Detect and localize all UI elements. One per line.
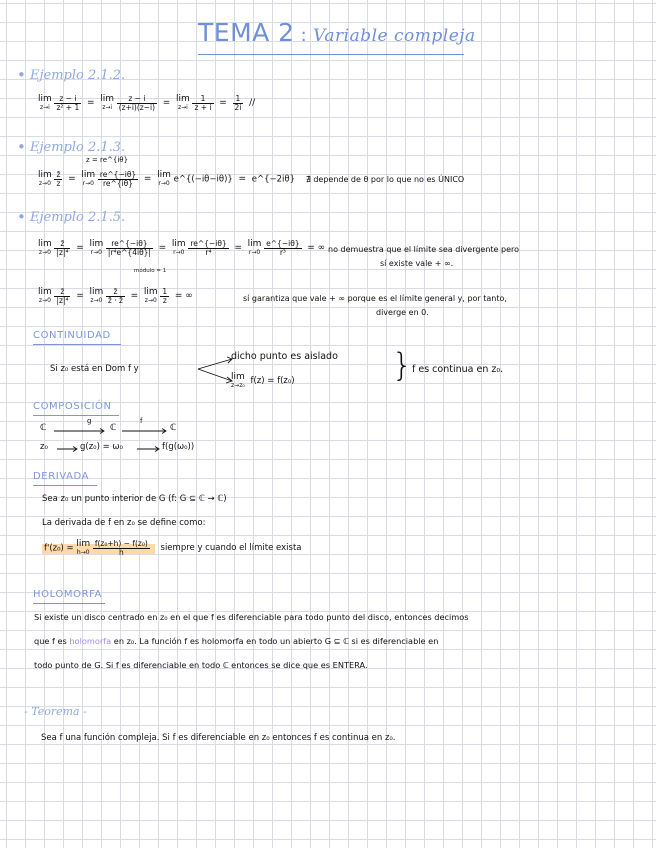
composition-arrows-icon: [54, 428, 174, 434]
example-formula: [38, 95, 258, 112]
composition-element-3: f(g(ω₀)): [162, 442, 195, 452]
title-underline: [198, 54, 464, 55]
title-separator: :: [300, 25, 308, 46]
example-formula: [38, 288, 196, 305]
modulus-note: módulo = 1: [134, 268, 167, 274]
equals-sign: =: [76, 291, 84, 302]
fraction: $\frac{1}{z}$: [162, 287, 168, 305]
example-note: no demuestra que el límite sea divergente pero: [328, 245, 520, 254]
example-formula: [38, 240, 328, 257]
holomorfa-line-1: Si existe un disco centrado en z₀ en el que f es diferenciable para todo punto del disco, entonces decimos: [34, 612, 469, 622]
derivada-line-2: La derivada de f en z₀ se define como:: [42, 518, 206, 528]
lim-operator: lim r→0: [81, 170, 96, 188]
lim-operator: lim z→0: [38, 170, 52, 188]
example-label: Ejemplo 2.1.2.: [30, 68, 126, 83]
example-note: diverge en 0.: [376, 308, 429, 317]
composition-element-1: z₀: [40, 442, 48, 452]
title-main: TEMA 2: [198, 18, 295, 47]
lim-operator: lim z→i: [38, 94, 52, 112]
equals-sign: =: [219, 98, 227, 109]
section-heading-derivada: DERIVADA: [33, 471, 90, 482]
lim-operator: lim z→0: [38, 239, 52, 257]
derivada-condition: siempre y cuando el límite exista: [160, 543, 302, 554]
derivada-line-1: Sea z₀ un punto interior de G (f: G ⊆ ℂ → ℂ): [42, 494, 227, 504]
theorem-statement: Sea f una función compleja. Si f es diferenciable en z₀ entonces f es continua en z₀.: [41, 733, 396, 743]
fraction: $\frac{re\^{}\{-i\theta\}}{\text{r⁴}}$: [190, 239, 227, 257]
lim-operator: lim z→0: [143, 287, 158, 305]
equals-sign: =: [86, 98, 95, 109]
section-underline: [33, 415, 119, 416]
equals-sign: = ∞: [307, 243, 326, 254]
equals-sign: =: [238, 174, 247, 185]
fraction: $\frac{1}{z + i}$: [194, 94, 212, 112]
holomorfa-line-3: todo punto de G. Si f es diferenciable en todo ℂ entonces se dice que es ENTERA.: [34, 660, 368, 670]
fraction: $\frac{z̄}{\text{|z|⁴}}$: [56, 287, 69, 305]
fraction: $\frac{z̄}{z}$: [56, 170, 61, 188]
title-subtitle: Variable compleja: [313, 26, 476, 46]
lim-operator: lim z→0: [38, 287, 52, 305]
lim-operator: lim z→0: [89, 287, 104, 305]
fraction: $\frac{re\^{}\{-i\theta\}}{\text{|r⁴e\textasciicircum{}\{4iθ\}|}}$: [107, 239, 151, 257]
equals-sign: =: [76, 243, 84, 254]
lim-operator: lim r→0: [89, 239, 104, 257]
composition-set-3: ℂ: [170, 423, 177, 433]
continuidad-branch-2: [231, 373, 295, 389]
bullet-icon: •: [17, 138, 26, 156]
composition-map-g: g: [87, 417, 92, 425]
expression: f(z) = f(z₀): [250, 376, 295, 386]
example-note: sí garantiza que vale + ∞ porque es el límite general y, por tanto,: [243, 294, 507, 303]
lim-operator: lim r→0: [171, 239, 186, 257]
expression: e^{−2iθ}: [251, 174, 296, 185]
continuidad-lead: Si z₀ está en Dom f y: [50, 364, 139, 374]
lim-operator: lim r→0: [247, 239, 262, 257]
bullet-icon: •: [17, 208, 26, 226]
section-underline: [33, 344, 121, 345]
composition-map-f: f: [140, 417, 143, 425]
derivative-formula: [42, 540, 302, 557]
lim-operator: lim h→0: [76, 539, 91, 557]
continuidad-conclusion: f es continua en z₀.: [412, 364, 504, 375]
composition-set-2: ℂ: [110, 423, 117, 433]
composition-set-1: ℂ: [40, 423, 47, 433]
equals-sign: =: [158, 243, 167, 254]
equals-sign: =: [234, 243, 242, 254]
holomorfa-line-2: que f es holomorfa en z₀. La función f es holomorfa en todo un abierto G ⊆ ℂ si es diferenciable en: [34, 636, 439, 646]
end-mark: //: [249, 98, 256, 109]
example-note: ∄ depende de θ por lo que no es ÚNICO: [305, 174, 465, 184]
equals-sign: =: [162, 98, 171, 109]
fraction: $\frac{z̄}{\text{|z|⁴}}$: [56, 239, 69, 257]
example-formula: [38, 171, 464, 188]
section-underline: [33, 485, 97, 486]
fraction: $\frac{re\^{}\{-i\theta\}}{re\^{}\{i\theta\}}$: [99, 170, 137, 188]
equals-sign: = ∞: [174, 291, 193, 302]
example-label: Ejemplo 2.1.5.: [30, 210, 126, 225]
fraction: $\frac{z̄}{z̄ \cdot z̄}$: [107, 287, 123, 305]
brace: }: [392, 346, 413, 384]
substitution-note: z = re^{iθ}: [86, 156, 129, 164]
highlighted-formula: f'(z₀) = lim h→0 $\frac{\text{f(z₀+h) − f(z₀)}}{h}$: [42, 544, 155, 554]
bullet-icon: •: [17, 66, 26, 84]
fraction: $\frac{e\^{}\{-i\theta\}}{\text{r³}}$: [266, 239, 300, 257]
example-label: Ejemplo 2.1.3.: [30, 140, 126, 155]
lim-operator: lim r→0: [157, 170, 171, 188]
section-heading-composicion: COMPOSICIÓN: [33, 401, 112, 412]
example-note: sí existe vale + ∞.: [380, 259, 454, 268]
expression: e^{(−iθ−iθ)}: [173, 174, 233, 185]
theorem-heading: - Teorema -: [24, 705, 87, 718]
page-title: [198, 18, 476, 47]
section-heading-holomorfa: HOLOMORFA: [33, 589, 102, 600]
lim-operator: lim z→z₀: [231, 372, 245, 389]
equals-sign: =: [130, 291, 139, 302]
equals-sign: =: [68, 174, 76, 185]
fraction: $\frac{1}{2i}$: [234, 94, 242, 112]
continuidad-branch-1: dicho punto es aislado: [231, 351, 338, 362]
lim-operator: lim z→i: [175, 94, 190, 112]
fraction: $\frac{z - i}{\text{z² + 1}}$: [56, 94, 80, 112]
fraction: $\frac{z - i}{(z+i)(z-i)}$: [118, 94, 156, 112]
branch-arrows-icon: [196, 355, 236, 387]
holomorfa-highlight: holomorfa: [69, 636, 112, 646]
composition-element-2: g(z₀) = ω₀: [80, 442, 123, 452]
equals-sign: =: [143, 174, 152, 185]
fraction: $\frac{\text{f(z₀+h) − f(z₀)}}{h}$: [94, 539, 148, 557]
lim-operator: lim z→i: [100, 94, 114, 112]
section-heading-continuidad: CONTINUIDAD: [33, 330, 111, 341]
section-underline: [33, 603, 105, 604]
